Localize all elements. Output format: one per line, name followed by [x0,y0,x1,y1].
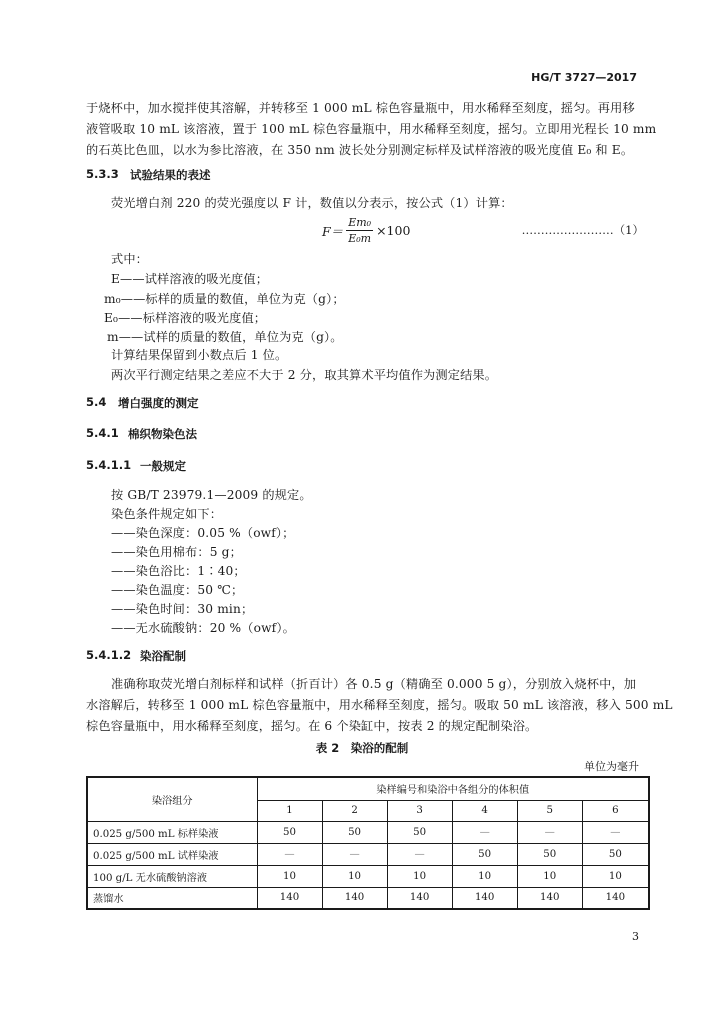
where-item: E₀——标样溶液的吸光度值； [104,311,267,325]
table-cell: 140 [257,887,322,909]
table-cell: — [387,843,452,865]
calc-intro: 荧光增白剂 220 的荧光强度以 F 计，数值以分表示，按公式（1）计算： [111,196,513,210]
row-label: 100 g/L 无水硫酸钠溶液 [87,865,257,887]
table-cell: — [452,821,517,843]
table-cell: 50 [322,821,387,843]
formula-fraction [346,216,373,245]
table-row [87,887,649,909]
formula-lhs: F＝ [322,223,344,239]
table-cell: 140 [322,887,387,909]
table-cell: 50 [582,843,649,865]
column-header: 4 [452,800,517,821]
table-cell: 140 [582,887,649,909]
condition-item: ——染色用棉布：5 g； [111,545,242,559]
table-caption: 表 2 染浴的配制 [315,741,409,755]
table-cell: — [582,821,649,843]
table-cell: 10 [517,865,582,887]
table-cell: 10 [257,865,322,887]
table-cell: 140 [387,887,452,909]
general-line-2: 染色条件规定如下： [111,507,223,521]
table-cell: 50 [387,821,452,843]
table-row [87,865,649,887]
table-cell: 50 [517,843,582,865]
bath-line-1: 准确称取荧光增白剂标样和试样（折百计）各 0.5 g（精确至 0.000 5 g），分别放入烧杯中，加 [111,677,637,691]
table-cell: 10 [322,865,387,887]
section-5-3-3-number: 5.3.3 [86,167,119,181]
table-cell: 50 [257,821,322,843]
page-number: 3 [632,930,639,943]
column-header: 2 [322,800,387,821]
bath-line-2: 水溶解后，转移至 1 000 mL 棕色容量瓶中，用水稀释至刻度，摇匀。吸取 50 mL 该溶液，移入 500 mL [86,698,673,712]
result-parallel: 两次平行测定结果之差应不大于 2 分，取其算术平均值作为测定结果。 [111,368,498,382]
condition-item: ——染色深度：0.05 %（owf）； [111,526,295,540]
bath-line-3: 棕色容量瓶中，用水稀释至刻度，摇匀。在 6 个染缸中，按表 2 的规定配制染浴。 [86,719,538,733]
formula-tail: ×100 [376,223,411,238]
table-cell: 10 [582,865,649,887]
table-cell: 140 [452,887,517,909]
column-header: 1 [257,800,322,821]
row-label: 0.025 g/500 mL 标样染液 [87,821,257,843]
table-row [87,843,649,865]
section-5-4-1-title: 棉织物染色法 [128,427,197,441]
table-cell: — [517,821,582,843]
result-rounding: 计算结果保留到小数点后 1 位。 [111,348,288,362]
column-header: 3 [387,800,452,821]
section-5-4-1-1-title: 一般规定 [140,459,186,473]
row-label: 0.025 g/500 mL 试样染液 [87,843,257,865]
table-cell: 10 [387,865,452,887]
table-unit: 单位为毫升 [584,760,639,773]
where-label: 式中： [111,252,149,266]
section-5-4-1-2-title: 染浴配制 [140,649,186,663]
section-5-4-1-2-number: 5.4.1.2 [86,648,132,662]
general-line-1: 按 GB/T 23979.1—2009 的规定。 [111,488,312,502]
intro-line-3: 的石英比色皿，以水为参比溶液，在 350 nm 波长处分别测定标样及试样溶液的吸光度值 E₀ 和 E。 [86,143,634,157]
group-header: 染样编号和染浴中各组分的体积值 [257,777,649,800]
table-cell: 140 [517,887,582,909]
condition-item: ——无水硫酸钠：20 %（owf）。 [111,621,295,635]
row-label: 蒸馏水 [87,887,257,909]
table-cell: — [322,843,387,865]
section-5-4-1-1-number: 5.4.1.1 [86,458,132,472]
table-cell: 10 [452,865,517,887]
table-cell: 50 [452,843,517,865]
where-item: m——试样的质量的数值，单位为克（g）。 [107,330,343,344]
column-header: 6 [582,800,649,821]
equation-number: ……………………（1） [521,223,644,237]
section-5-4-number: 5.4 [86,395,107,409]
formula-numerator: Em₀ [348,216,372,229]
bath-table [86,776,650,910]
condition-item: ——染色时间：30 min； [111,602,254,616]
condition-item: ——染色浴比：1∶40； [111,564,246,578]
section-5-4-1-number: 5.4.1 [86,426,119,440]
intro-line-1: 于烧杯中，加水搅拌使其溶解，并转移至 1 000 mL 棕色容量瓶中，用水稀释至刻度，摇匀。再用移 [86,101,635,115]
intro-line-2: 液管吸取 10 mL 该溶液，置于 100 mL 棕色容量瓶中，用水稀释至刻度，摇匀。立即用光程长 10 mm [86,122,657,136]
column-header: 5 [517,800,582,821]
table-cell: — [257,843,322,865]
section-5-4-title: 增白强度的测定 [118,396,199,410]
where-item: m₀——标样的质量的数值，单位为克（g）； [104,292,345,306]
column-header-component: 染浴组分 [87,777,257,821]
section-5-3-3-title: 试验结果的表述 [130,168,211,182]
table-row [87,821,649,843]
formula-1 [322,216,410,245]
formula-denominator: E₀m [348,232,372,245]
standard-number: HG/T 3727—2017 [531,71,637,84]
condition-item: ——染色温度：50 ℃； [111,583,244,597]
where-item: E——试样溶液的吸光度值； [111,272,269,286]
